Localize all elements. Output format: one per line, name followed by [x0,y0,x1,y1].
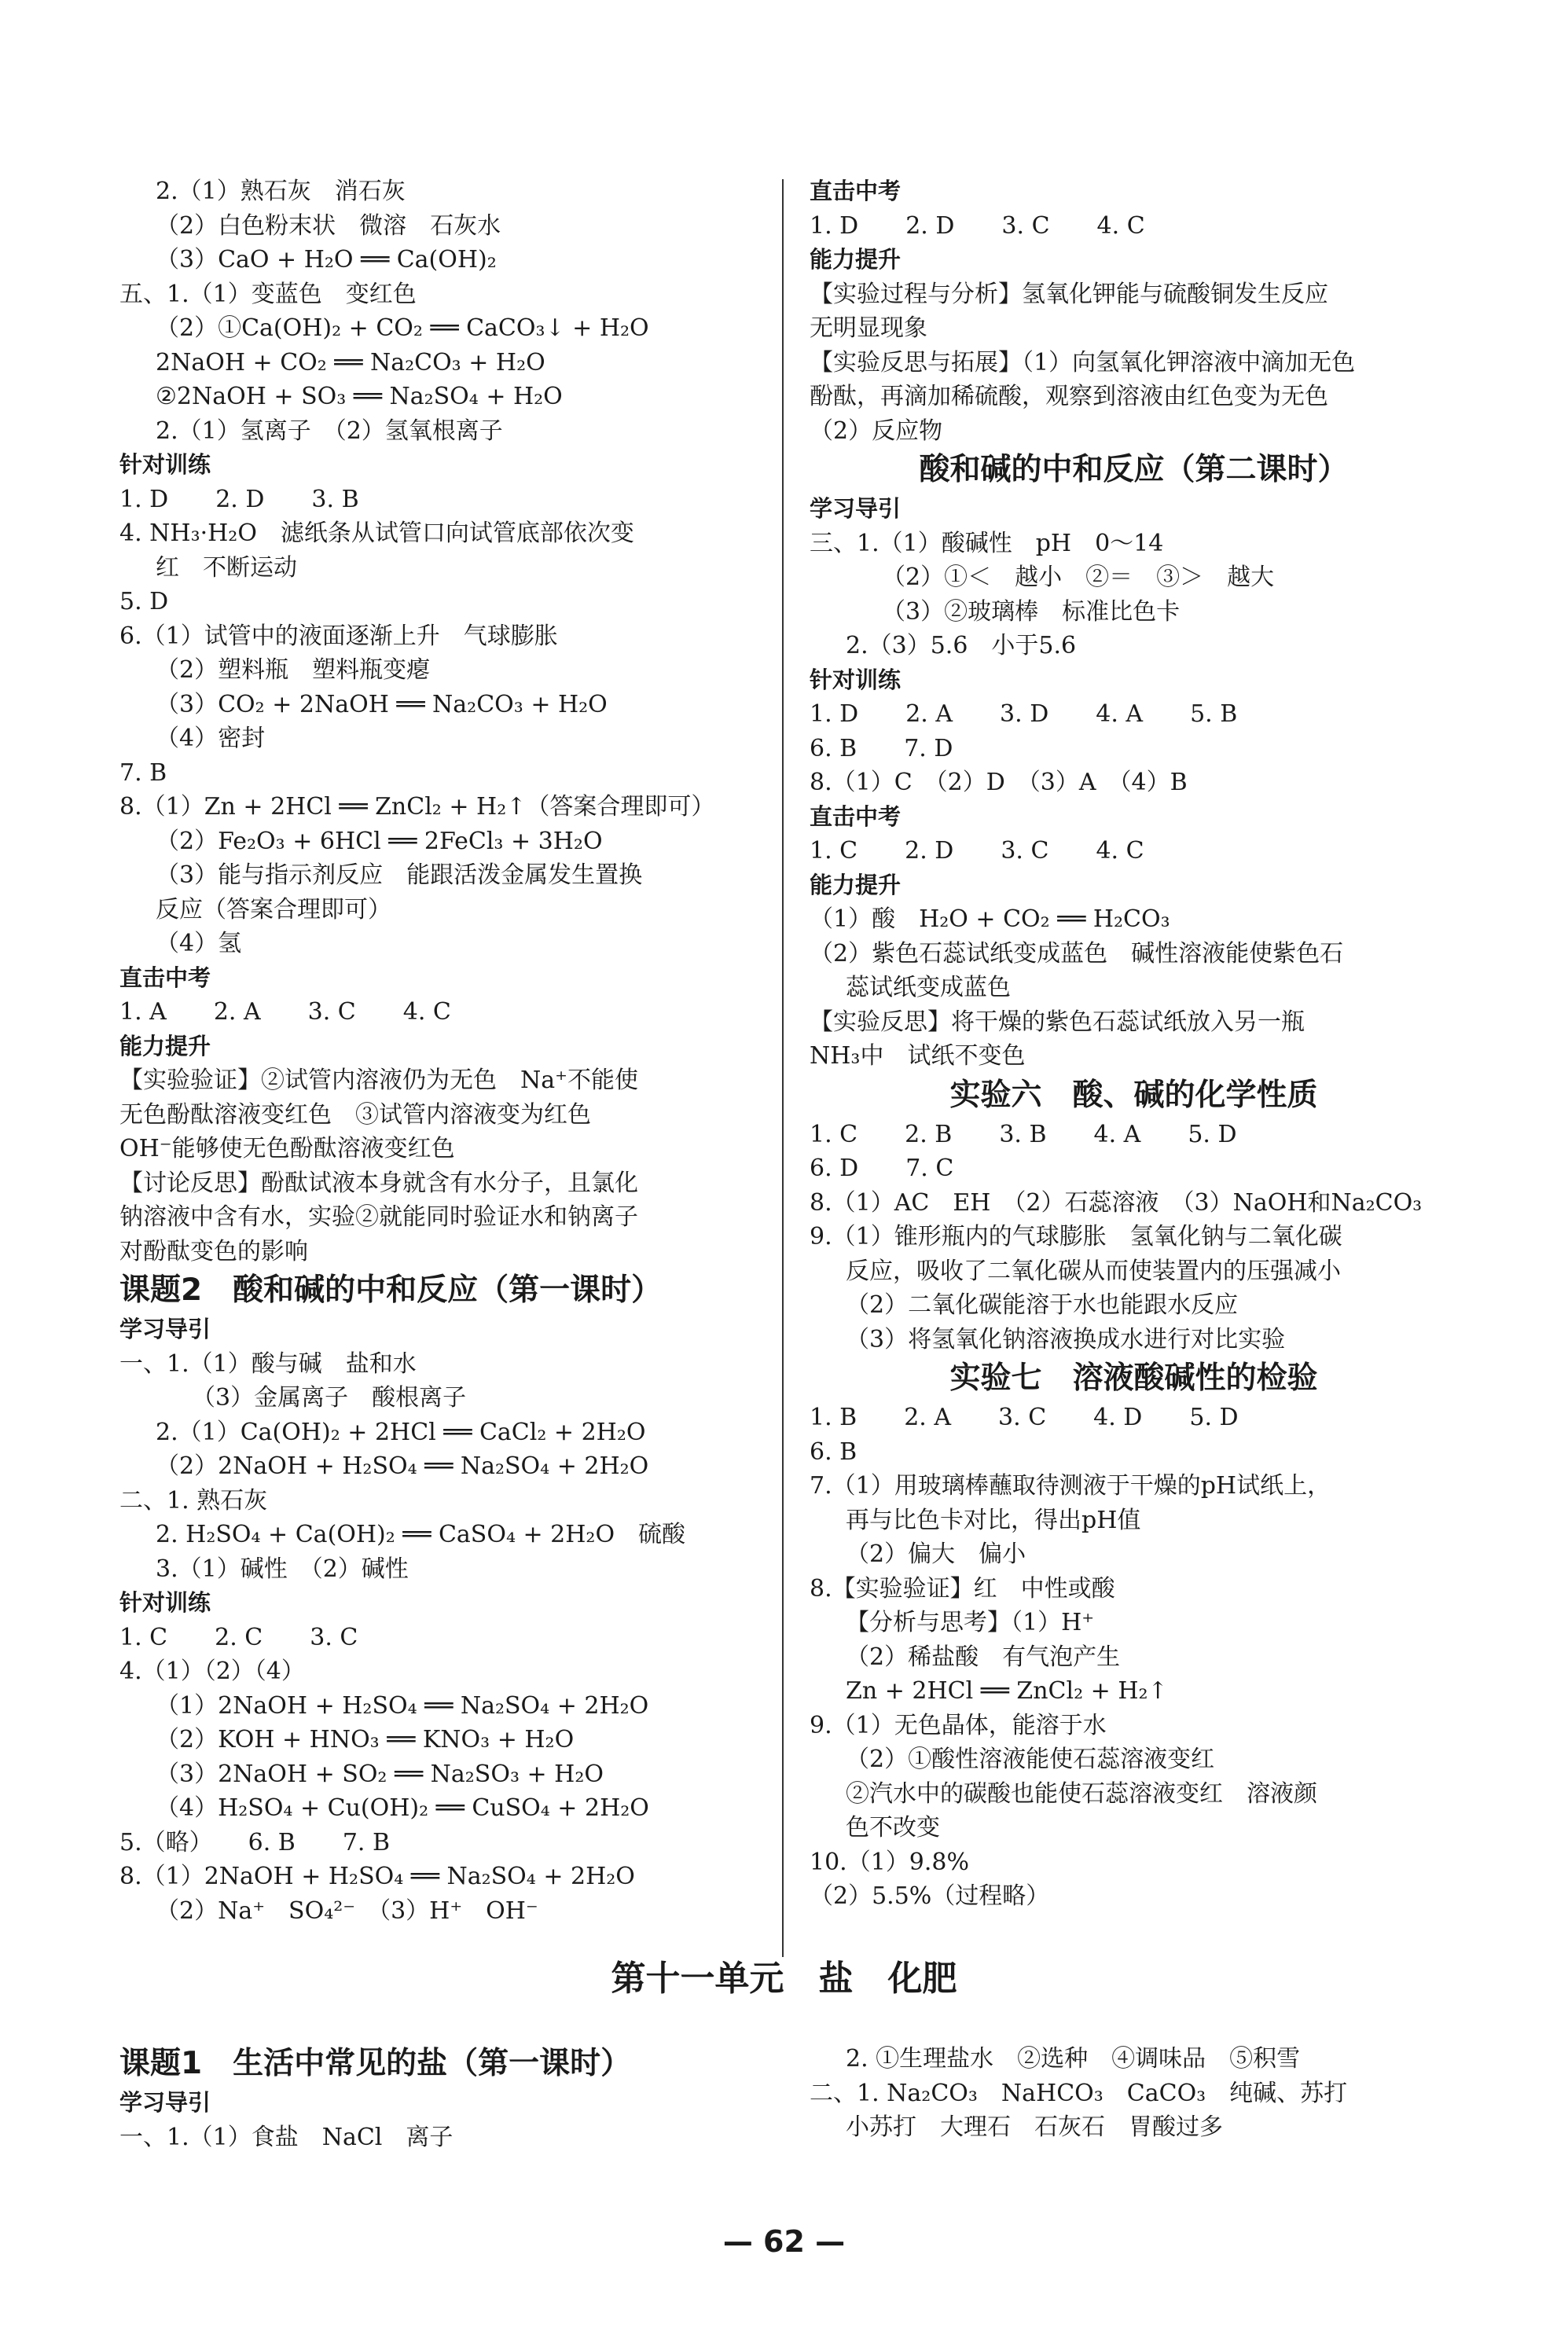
answer-line: （1）2NaOH + H₂SO₄ ══ Na₂SO₄ + 2H₂O [156,1691,649,1720]
section-heading: 学习导引 [810,495,902,522]
section-heading: 能力提升 [810,871,902,898]
answer-line: （4）H₂SO₄ + Cu(OH)₂ ══ CuSO₄ + 2H₂O [156,1794,649,1822]
answer-line: 一、1.（1）酸与碱 盐和水 [119,1349,417,1378]
answer-line: 6. D 7. C [810,1155,954,1182]
answer-line: 对酚酞变色的影响 [119,1237,308,1265]
answer-line: 2. ①生理盐水 ②选种 ④调味品 ⑤积雪 [846,2045,1301,2073]
section-heading: 直击中考 [810,178,902,204]
answer-line: （2）稀盐酸 有气泡产生 [846,1643,1121,1671]
answer-line: 一、1.（1）食盐 NaCl 离子 [119,2123,454,2151]
answer-line: 5.（略） 6. B 7. B [119,1828,391,1856]
answer-line: 再与比色卡对比，得出pH值 [846,1506,1141,1534]
answer-line: 小苏打 大理石 石灰石 胃酸过多 [846,2113,1223,2141]
answer-line: 1. D 2. D 3. C 4. C [810,211,1145,240]
answer-line: 4.（1）（2）（4） [119,1658,305,1685]
section-heading: 针对训练 [810,666,902,693]
answer-line: （2）①＜ 越小 ②＝ ③＞ 越大 [882,564,1275,591]
answer-line: （2）偏大 偏小 [846,1540,1026,1568]
section-heading: 能力提升 [810,246,902,273]
answer-line: （1）酸 H₂O + CO₂ ══ H₂CO₃ [810,905,1170,933]
answer-line: （2）Fe₂O₃ + 6HCl ══ 2FeCl₃ + 3H₂O [156,827,603,855]
answer-line: 1. B 2. A 3. C 4. D 5. D [810,1404,1239,1431]
bottom-right-column [810,2042,1458,2145]
bottom-left-column [119,2042,756,2154]
section-heading: 能力提升 [119,1032,211,1059]
answer-line: （2）①酸性溶液能使石蕊溶液变红 [846,1746,1215,1773]
answer-line: （2）2NaOH + H₂SO₄ ══ Na₂SO₄ + 2H₂O [156,1452,649,1480]
answer-line: （2）Na⁺ SO₄²⁻ （3）H⁺ OH⁻ [156,1897,538,1925]
answer-line: （3）能与指示剂反应 能跟活泼金属发生置换 [156,861,643,889]
answer-line: 8.（1）2NaOH + H₂SO₄ ══ Na₂SO₄ + 2H₂O [119,1863,635,1890]
answer-line: 三、1.（1）酸碱性 pH 0～14 [810,529,1164,557]
answer-line: 【分析与思考】（1）H⁺ [846,1609,1095,1636]
right-column [810,174,1458,1914]
answer-line: 2.（1）Ca(OH)₂ + 2HCl ══ CaCl₂ + 2H₂O [156,1418,646,1446]
section-title: 实验六 酸、碱的化学性质 [949,1077,1318,1113]
answer-line: 色不改变 [846,1814,940,1841]
answer-line: 6.（1）试管中的液面逐渐上升 气球膨胀 [119,622,558,650]
section-heading: 学习导引 [119,1316,211,1342]
answer-line: （3）CaO + H₂O ══ Ca(OH)₂ [156,246,497,274]
answer-line: OH⁻能够使无色酚酞溶液变红色 [119,1135,455,1162]
answer-line: Zn + 2HCl ══ ZnCl₂ + H₂↑ [846,1677,1168,1705]
answer-line: 反应，吸收了二氧化碳从而使装置内的压强减小 [846,1257,1341,1285]
section-title: 实验七 溶液酸碱性的检验 [949,1360,1318,1396]
section-title: 课题1 生活中常见的盐（第一课时） [119,2046,632,2081]
answer-line: 4. NH₃·H₂O 滤纸条从试管口向试管底部依次变 [119,520,634,547]
answer-line: （3）②玻璃棒 标准比色卡 [882,597,1181,626]
answer-line: 7. B [119,758,167,787]
answer-line: 【实验反思】将干燥的紫色石蕊试纸放入另一瓶 [810,1008,1305,1036]
section-heading: 直击中考 [810,802,902,830]
answer-line: 8.【实验验证】红 中性或酸 [810,1574,1115,1603]
section-title: 课题2 酸和碱的中和反应（第一课时） [119,1272,663,1308]
answer-line: （2）5.5%（过程略） [810,1882,1050,1910]
answer-line: 1. D 2. D 3. B [119,485,359,513]
answer-line: 8.（1）AC EH （2）石蕊溶液 （3）NaOH和Na₂CO₃ [810,1188,1423,1217]
answer-line: 【讨论反思】酚酞试液本身就含有水分子，且氯化 [119,1169,638,1197]
answer-line: 【实验过程与分析】氢氧化钾能与硫酸铜发生反应 [810,280,1328,308]
answer-line: 五、1.（1）变蓝色 变红色 [119,280,417,308]
answer-line: NH₃中 试纸不变色 [810,1042,1026,1070]
answer-line: 1. A 2. A 3. C 4. C [119,998,451,1026]
answer-line: 5. D [119,588,169,615]
answer-line: 【实验验证】②试管内溶液仍为无色 Na⁺不能使 [119,1067,638,1094]
answer-line: 2.（1）氢离子 （2）氢氧根离子 [156,417,503,445]
answer-line: 1. C 2. D 3. C 4. C [810,837,1144,865]
answer-line: （2）反应物 [810,417,943,445]
answer-line: 7.（1）用玻璃棒蘸取待测液于干燥的pH试纸上， [810,1472,1331,1500]
left-column [119,174,756,1928]
answer-line: 无色酚酞溶液变红色 ③试管内溶液变为红色 [119,1100,591,1129]
answer-line: 1. C 2. C 3. C [119,1623,358,1651]
answer-line: 3.（1）碱性 （2）碱性 [156,1555,409,1583]
answer-line: 1. C 2. B 3. B 4. A 5. D [810,1120,1237,1148]
page-number: — 62 — [722,2224,846,2259]
section-heading: 学习导引 [119,2089,211,2116]
answer-line: 酚酞，再滴加稀硫酸，观察到溶液由红色变为无色 [810,383,1328,410]
answer-line: 10.（1）9.8% [810,1848,970,1876]
answer-line: 9.（1）锥形瓶内的气球膨胀 氢氧化钠与二氧化碳 [810,1223,1342,1250]
section-title: 酸和碱的中和反应（第二课时） [919,452,1349,487]
answer-line: 6. B 7. D [810,734,953,762]
answer-line: （3）金属离子 酸根离子 [192,1384,467,1412]
column-divider [782,179,784,1957]
answer-line: （3）CO₂ + 2NaOH ══ Na₂CO₃ + H₂O [156,690,608,718]
unit-title: 第十一单元 盐 化肥 [611,1959,957,1999]
section-heading: 针对训练 [119,451,211,478]
answer-line: 9.（1）无色晶体，能溶于水 [810,1711,1107,1739]
answer-line: 6. B [810,1438,857,1466]
answer-line: （3）2NaOH + SO₂ ══ Na₂SO₃ + H₂O [156,1760,604,1788]
answer-line: 8.（1）Zn + 2HCl ══ ZnCl₂ + H₂↑（答案合理即可） [119,793,715,821]
answer-line: 2.（1）熟石灰 消石灰 [156,178,406,205]
section-heading: 直击中考 [119,964,211,991]
answer-line: （2）二氧化碳能溶于水也能跟水反应 [846,1291,1239,1319]
answer-line: （4）密封 [156,725,266,752]
answer-line: （2）KOH + HNO₃ ══ KNO₃ + H₂O [156,1726,575,1753]
answer-line: 反应（答案合理即可） [156,895,391,923]
answer-line: 钠溶液中含有水，实验②就能同时验证水和钠离子 [119,1203,638,1231]
answer-line: ②汽水中的碳酸也能使石蕊溶液变红 溶液颜 [846,1779,1317,1808]
answer-line: ②2NaOH + SO₃ ══ Na₂SO₄ + H₂O [156,383,563,410]
answer-line: 二、1. Na₂CO₃ NaHCO₃ CaCO₃ 纯碱、苏打 [810,2079,1348,2107]
answer-line: （2）紫色石蕊试纸变成蓝色 碱性溶液能使紫色石 [810,939,1344,968]
answer-line: 2. H₂SO₄ + Ca(OH)₂ ══ CaSO₄ + 2H₂O 硫酸 [156,1521,686,1548]
answer-line: 红 不断运动 [156,553,297,582]
answer-line: （2）①Ca(OH)₂ + CO₂ ══ CaCO₃↓ + H₂O [156,314,649,342]
answer-line: （4）氢 [156,930,242,957]
answer-line: 无明显现象 [810,314,927,342]
answer-line: 2.（3）5.6 小于5.6 [846,632,1077,659]
answer-line: 2NaOH + CO₂ ══ Na₂CO₃ + H₂O [156,348,545,376]
answer-line: （2）白色粉末状 微溶 石灰水 [156,211,501,240]
answer-line: 蕊试纸变成蓝色 [846,974,1011,1001]
answer-line: （2）塑料瓶 塑料瓶变瘪 [156,656,431,684]
answer-line: （3）将氢氧化钠溶液换成水进行对比实验 [846,1325,1286,1353]
answer-line: 二、1. 熟石灰 [119,1486,268,1515]
section-heading: 针对训练 [119,1589,211,1616]
answer-line: 【实验反思与拓展】（1）向氢氧化钾溶液中滴加无色 [810,348,1356,376]
answer-line: 8.（1）C （2）D （3）A （4）B [810,769,1188,796]
answer-line: 1. D 2. A 3. D 4. A 5. B [810,700,1238,728]
